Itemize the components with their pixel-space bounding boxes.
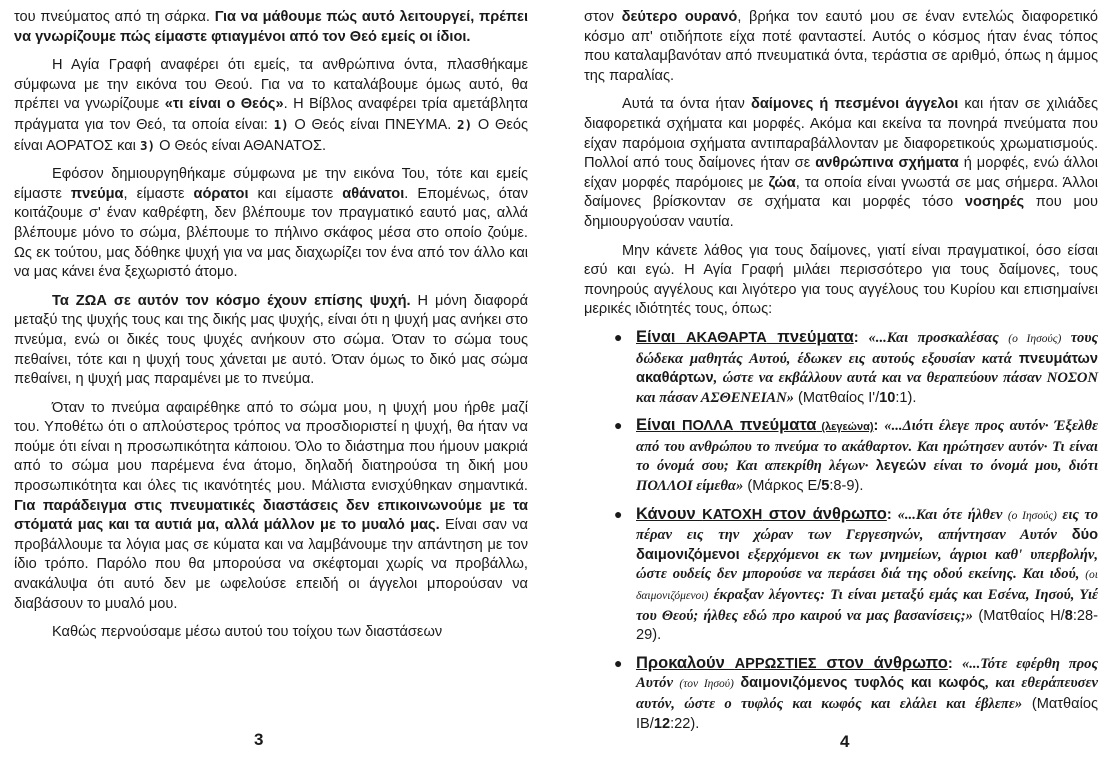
text: , βρήκα τον εαυτό μου σε έναν εντελώς διαφορετικό κόσμο απ' οτιδήποτε είχα ποτέ φανταστεί. Αυτός ο κόσμος ήταν ένας τόπος που καταλαμβανόταν από πνευματικά όντα, τεράστια σε αριθμό, όπως η άμμος της παραλίας. [584, 9, 1098, 84]
text: Ο Θεός είναι ΑΟΡΑΤΟΣ και [14, 116, 528, 154]
list-item [584, 654, 1098, 734]
reference: :1). [895, 389, 917, 406]
quote-bold: δύο δαιμονιζόμενοι [636, 527, 1098, 563]
list-number: 3) [139, 137, 156, 153]
text: Μην κάνετε λάθος για τους δαίμονες, γιατί είναι πραγματικοί, όσο είσαι εσύ και εγώ. Η Αγία Γραφή μιλάει περισσότερο για τους δαίμονες, τους πονηρούς αγγέλους και λιγότερο για τους αγγέλους του Κυρίου και επισημαίνει μερικές ιδιότητές τους, όπως: [584, 242, 1098, 318]
text: και ήταν σε χιλιάδες διαφορετικά σχήματα και μορφές. Ακόμα και εκείνα τα πονηρά πνεύματα που είχαν παρόμοια σχήματα αντιπαραβάλλονταν με διαφορετικούς χρωματισμούς. Πολλοί από τους δαίμονες ήταν σε [584, 96, 1098, 172]
reference: (Μάρκος Ε/ [743, 478, 822, 495]
note: (οι δαιμονιζόμενοι) [636, 569, 1098, 603]
colon: : [947, 655, 962, 672]
heading-text: Προκαλούν [636, 653, 735, 672]
list-item [584, 328, 1098, 408]
bold-text: δεύτερο ουρανό [621, 9, 738, 25]
note: (τον Ιησού) [679, 678, 734, 691]
heading-text: πνεύματα [766, 327, 854, 346]
bold-text: αόρατοι [193, 185, 249, 202]
text: Ο Θεός είναι ΑΘΑΝΑΤΟΣ. [155, 137, 327, 154]
text: , είμαστε [123, 185, 194, 202]
quote: «...Τότε εφέρθη προς Αυτόν [636, 655, 1098, 692]
colon: : [886, 506, 898, 523]
quote-bold: δαιμονιζόμενος τυφλός και κωφός [740, 675, 986, 692]
reference: (Ματθαίος Η/ [972, 607, 1065, 624]
reference: (Ματθαίος ΙΒ/ [636, 696, 1098, 732]
bold-text: ζώα [768, 174, 796, 191]
bold-text: πνεύμα [70, 185, 124, 202]
list-number: 2) [457, 116, 473, 132]
paragraph-5 [14, 399, 528, 615]
bullet-icon: ● [614, 505, 623, 522]
bold-text: Για παράδειγμα στις πνευματικές διαστάσεις δεν επικοινωνούμε με τα στόματά μας και τα αυτιά μα, αλλά μάλλον με το μυαλό μας. [14, 497, 528, 534]
text: Αυτά τα όντα ήταν [622, 96, 751, 113]
bold-text: αθάνατοι [342, 185, 405, 202]
note: (ο Ιησούς) [1008, 332, 1062, 345]
quote: «...Και προσκαλέσας [868, 329, 1009, 346]
paragraph-1 [14, 8, 528, 47]
heading-text: (λεγεώνα) [816, 421, 874, 434]
reference: :28-29). [636, 607, 1098, 644]
text: στον [584, 9, 622, 25]
quote: εξερχόμενοι εκ των μνημείων, άγριοι καθ' υπερβολήν, ώστε ουδείς δεν μπορούσε να περάσει διά της οδού εκείνης. Και ιδού, [636, 546, 1098, 583]
heading-text: ΑΡΡΩΣΤΙΕΣ [734, 655, 817, 672]
bullet-icon: ● [614, 417, 623, 434]
reference: (Ματθαίος Ι'/ [793, 389, 880, 406]
page-number: 3 [254, 730, 264, 749]
text: που μου δημιουργούσαν ναυτία. [584, 194, 1098, 230]
heading-text: Είναι [636, 327, 686, 346]
page-number: 4 [840, 732, 850, 751]
reference-chapter: 10 [879, 389, 896, 406]
text: , τα οποία είναι γνωστά σε μας σήμερα. Άλλοι δαίμονες βρίσκονταν σε σχήματα και μορφές τόσο [584, 174, 1098, 211]
heading-text: στον άνθρωπο [816, 653, 948, 672]
list-item-text [636, 328, 1098, 408]
reference-chapter: 5 [821, 478, 830, 495]
left-page [14, 0, 528, 762]
text: Ο Θεός είναι ΠΝΕΥΜΑ. [288, 116, 458, 133]
quote: «...Διότι έλεγε προς αυτόν· Έξελθε από του ανθρώπου το πνεύμα το ακάθαρτον. Και ηρώτησεν αυτόν· Τι είναι το όνομά σου; Και απεκρίθη λέγων· [636, 418, 1098, 475]
list-number: 1) [273, 116, 289, 132]
paragraph-3 [14, 165, 528, 283]
quote: , και εθεράπευσεν αυτόν, ώστε ο τυφλός και κωφός και ελάλει και έβλεπε» [636, 675, 1098, 712]
attribute-list [584, 328, 1098, 734]
text: Είναι σαν να προβάλλουμε τα λόγια μας σε κύματα και να λαμβάνουμε την απάντηση με τον ίδιο τρόπο. Παρόλο που θα μπορούσα να σκέφτομαι χωρίς να προβάλλω, ανακάλυψα ότι αυτό δεν με ωφελούσε επειδή οι άγγελοι μπορούσαν να διαβάσουν το μυαλό μου. [14, 517, 528, 612]
text: Η Αγία Γραφή αναφέρει ότι εμείς, τα ανθρώπινα όντα, πλασθήκαμε σύμφωνα με την εικόνα του Θεού. Για να το καταλάβουμε όμως αυτό, θα πρέπει να γνωρίζουμε [14, 57, 528, 113]
reference: :8-9). [829, 478, 864, 495]
paragraph-2 [584, 95, 1098, 232]
quote-bold: λεγεών [875, 458, 927, 475]
reference-chapter: 12 [653, 715, 671, 732]
note: (ο Ιησούς) [1007, 509, 1057, 522]
list-item-text [636, 654, 1098, 734]
bold-text: «τι είναι ο Θεός» [164, 96, 284, 113]
heading-text: πνεύματα [733, 416, 817, 435]
text: Εφόσον δημιουργηθήκαμε σύμφωνα με την εικόνα Του, τότε και εμείς είμαστε [14, 166, 528, 202]
list-item-text [636, 416, 1098, 496]
reference-chapter: 8 [1064, 607, 1073, 624]
heading-text: ΑΚΑΘΑΡΤΑ [685, 329, 767, 346]
paragraph-3 [584, 242, 1098, 320]
bullet-icon: ● [614, 654, 623, 671]
quote: τους δώδεκα μαθητάς Αυτού, έδωκεν εις αυτούς εξουσίαν κατά [636, 329, 1098, 367]
quote: «...Και ότε ήλθεν [897, 506, 1008, 523]
text: Η μόνη διαφορά μεταξύ της ψυχής τους και της δικής μας ψυχής, είναι ότι η ψυχή μας ανήκει στο πνεύμα, ενώ οι δικές τους ψυχές ανήκουν στο σώμα. Όταν το σώμα τους πεθαίνει, τότε και η ψυχή τους χάνεται με αυτό. Όταν όμως το δικό μας σώμα πεθαίνει, η ψυχή μας παραμένει με το πνεύμα. [14, 292, 529, 388]
text: . Επομένως, όταν κοιτάζουμε σ' έναν καθρέφτη, δεν βλέπουμε τον πραγματικό εαυτό μας, αλλά βλέπουμε μόνο το σώμα, βλέπουμε το πήλινο σκάφος μέσα στο οποίο ζούμε. Ως εκ τούτου, μας δόθηκε ψυχή για να μας διαχωρίζει τον ένα από τον άλλο και να μας κάνει ένα ξεχωριστό άτομο. [14, 185, 528, 281]
heading-text: Είναι [636, 416, 682, 435]
right-page [584, 0, 1098, 762]
heading-text: ΠΟΛΛΑ [681, 418, 734, 435]
list-item [584, 416, 1098, 496]
text: Καθώς περνούσαμε μέσω αυτού του τοίχου των διαστάσεων [52, 624, 443, 641]
colon: : [853, 329, 869, 346]
heading-text: Κάνουν [636, 504, 703, 523]
text: ή μορφές, ενώ άλλοι είχαν μορφές παρόμοιες με [584, 155, 1098, 191]
bold-text: Τα ΖΩΑ σε αυτόν τον κόσμο έχουν επίσης ψυχή. [52, 292, 411, 309]
quote: , ώστε να εκβάλλουν αυτά και να θεραπεύουν πάσαν ΝΟΣΟΝ και πάσαν ΑΣΘΕΝΕΙΑΝ» [636, 370, 1098, 406]
colon: : [873, 418, 885, 435]
bold-text: νοσηρές [964, 194, 1025, 211]
quote: είναι το όνομά μου, διότι ΠΟΛΛΟΙ είμεθα» [636, 458, 1099, 495]
bold-text: δαίμονες ή πεσμένοι άγγελοι [750, 96, 959, 113]
bold-text: ανθρώπινα σχήματα [815, 155, 959, 172]
paragraph-2 [14, 56, 528, 156]
paragraph-6 [14, 623, 528, 643]
bold-text: Για να μάθουμε πώς αυτό λειτουργεί, πρέπει να γνωρίζουμε πώς είμαστε φτιαγμένοι από τον Θεό εμείς οι ίδιοι. [14, 9, 529, 45]
paragraph-4 [14, 292, 528, 390]
heading-text: ΚΑΤΟΧΗ [702, 506, 763, 523]
paragraph-1 [584, 8, 1098, 86]
text: και είμαστε [248, 185, 343, 202]
text: Όταν το πνεύμα αφαιρέθηκε από το σώμα μου, η ψυχή μου ήρθε μαζί του. Υποθέτω ότι ο απλούστερος τρόπος να προσδιοριστεί η ψυχή, θα ήταν να πούμε ότι είναι η προσωπικότητα κάποιου. Όλο το διάστημα που ήμουν μακριά από το σώμα μου παρέμενα ένα άτομο, δηλαδή διατηρούσα τη δική μου προσωπικότητα και όλες τις ικανότητές μου. Μάλιστα ενισχύθηκαν σημαντικά. [14, 399, 528, 495]
text: του πνεύματος από τη σάρκα. [14, 9, 215, 25]
heading-text: στον άνθρωπο [762, 504, 887, 523]
list-item-text [636, 505, 1098, 646]
text: . Η Βίβλος αναφέρει τρία αμετάβλητα πράγματα για τον Θεό, τα οποία είναι: [14, 96, 528, 133]
bullet-icon: ● [614, 328, 623, 345]
list-item [584, 505, 1098, 646]
reference: :22). [670, 715, 700, 732]
quote: εις το πέραν εις την χώραν των Γεργεσηνών, απήντησαν Αυτόν [636, 506, 1098, 544]
quote: έκραξαν λέγοντες: Τι είναι μεταξύ εμάς και Εσένα, Ιησού, Υιέ του Θεού; ήλθες εδώ προ καιρού να μας βασανίσεις;» [636, 587, 1098, 624]
quote-bold: πνευμάτων ακαθάρτων [636, 350, 1098, 387]
